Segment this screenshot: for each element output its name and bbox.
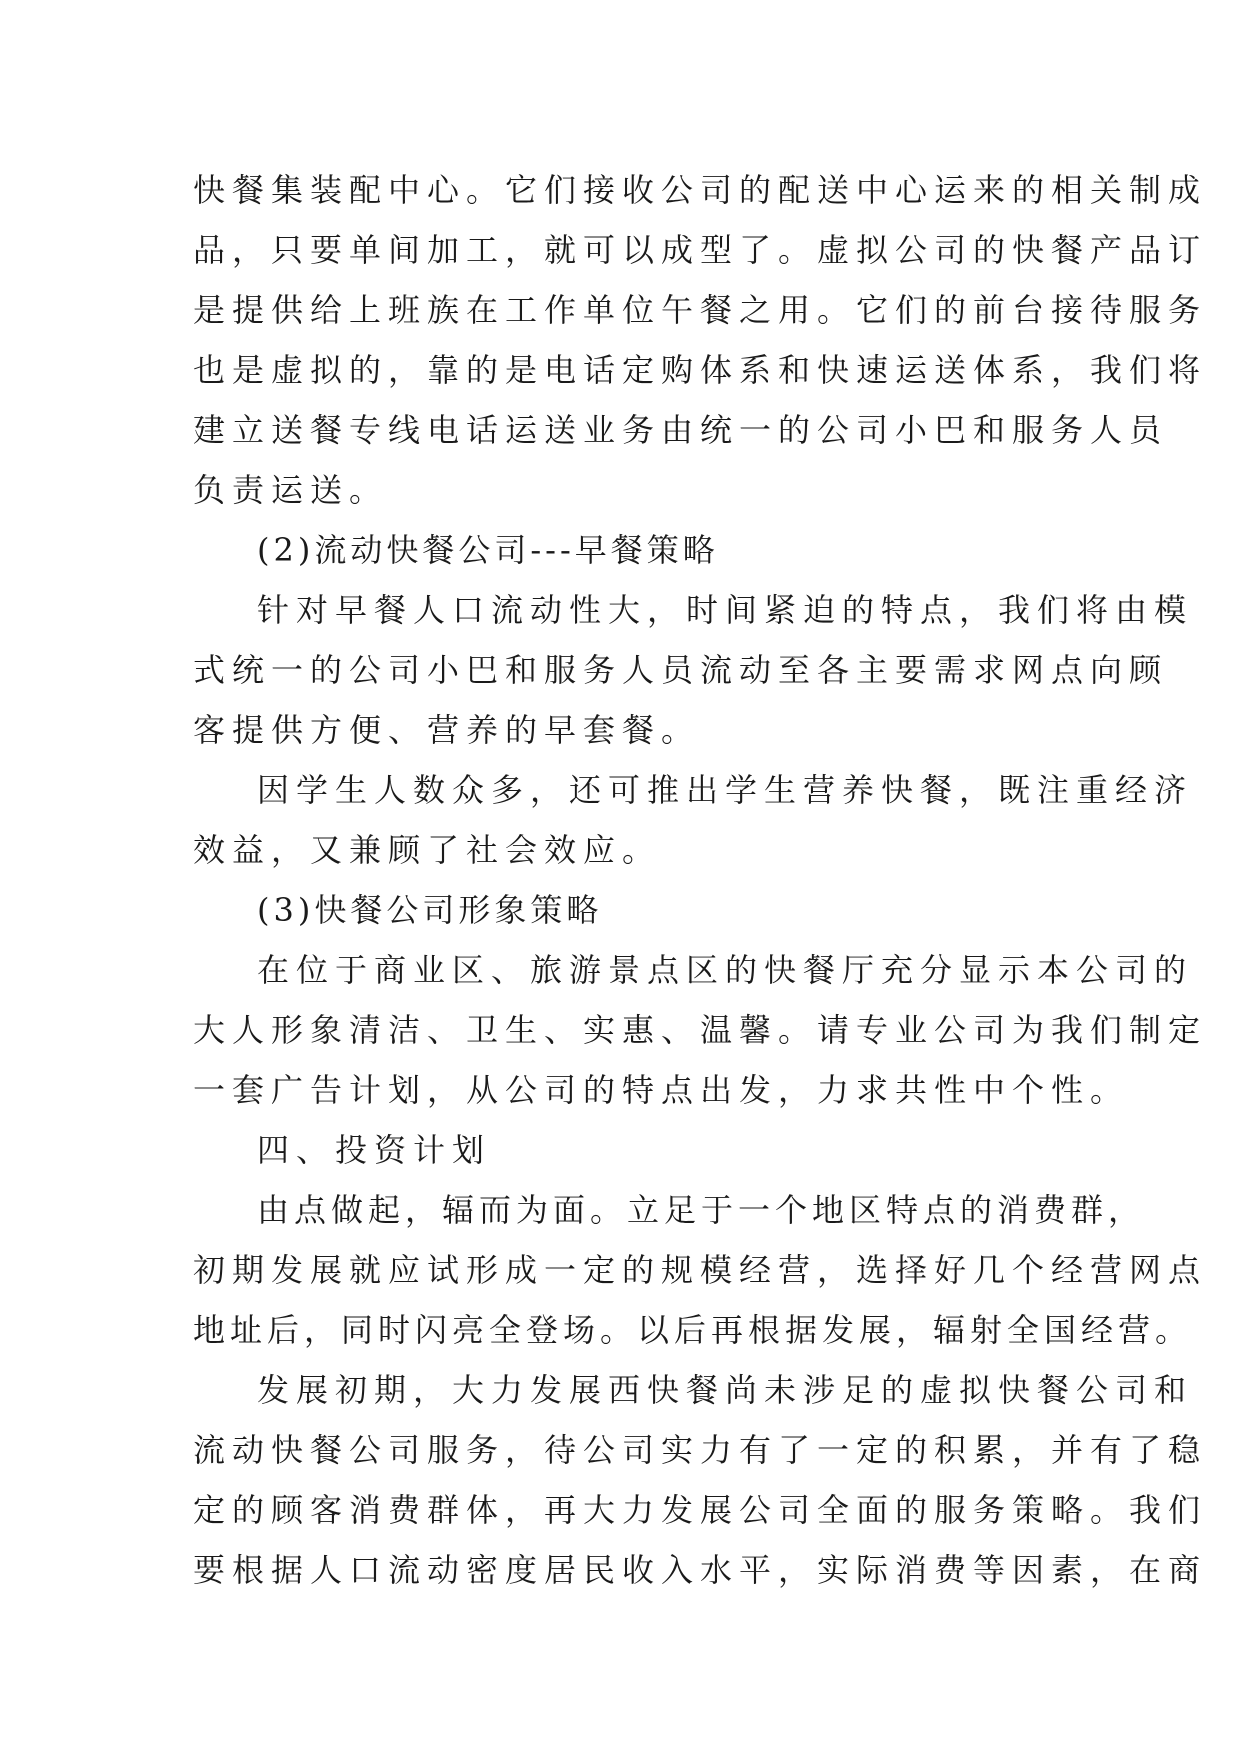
text-line: 快餐集装配中心。它们接收公司的配送中心运来的相关制成 — [193, 171, 1208, 209]
text-line: 建立送餐专线电话运送业务由统一的公司小巴和服务人员 — [193, 411, 1169, 449]
paragraph-first-line: 针对早餐人口流动性大，时间紧迫的特点，我们将由模 — [257, 591, 1194, 629]
text-line: 效益，又兼顾了社会效应。 — [193, 831, 662, 869]
text-line: 是提供给上班族在工作单位午餐之用。它们的前台接待服务 — [193, 291, 1208, 329]
section-heading-investment-plan: 四、投资计划 — [257, 1131, 492, 1169]
section-heading-mobile-fast-food: (2)流动快餐公司---早餐策略 — [257, 531, 719, 569]
text-line: 要根据人口流动密度居民收入水平，实际消费等因素，在商 — [193, 1551, 1208, 1589]
text-line: 定的顾客消费群体，再大力发展公司全面的服务策略。我们 — [193, 1491, 1208, 1529]
text-line: 初期发展就应试形成一定的规模经营，选择好几个经营网点 — [193, 1251, 1208, 1289]
paragraph-first-line: 因学生人数众多，还可推出学生营养快餐，既注重经济 — [257, 771, 1194, 809]
paragraph-first-line: 在位于商业区、旅游景点区的快餐厅充分显示本公司的 — [257, 951, 1194, 989]
document-body — [193, 160, 1208, 1600]
paragraph-first-line: 发展初期，大力发展西快餐尚未涉足的虚拟快餐公司和 — [257, 1371, 1194, 1409]
text-line: 式统一的公司小巴和服务人员流动至各主要需求网点向顾 — [193, 651, 1169, 689]
text-line: 负责运送。 — [193, 471, 389, 509]
text-line: 地址后，同时闪亮全登场。以后再根据发展，辐射全国经营。 — [193, 1311, 1193, 1349]
paragraph-first-line: 由点做起，辐而为面。立足于一个地区特点的消费群， — [257, 1191, 1146, 1229]
section-heading-image-strategy: (3)快餐公司形象策略 — [257, 891, 603, 929]
text-line: 客提供方便、营养的早套餐。 — [193, 711, 701, 749]
text-line: 流动快餐公司服务，待公司实力有了一定的积累，并有了稳 — [193, 1431, 1208, 1469]
text-line: 一套广告计划，从公司的特点出发，力求共性中个性。 — [193, 1071, 1130, 1109]
text-line: 大人形象清洁、卫生、实惠、温馨。请专业公司为我们制定 — [193, 1011, 1208, 1049]
text-line: 品，只要单间加工，就可以成型了。虚拟公司的快餐产品订 — [193, 231, 1208, 269]
text-line: 也是虚拟的，靠的是电话定购体系和快速运送体系，我们将 — [193, 351, 1208, 389]
